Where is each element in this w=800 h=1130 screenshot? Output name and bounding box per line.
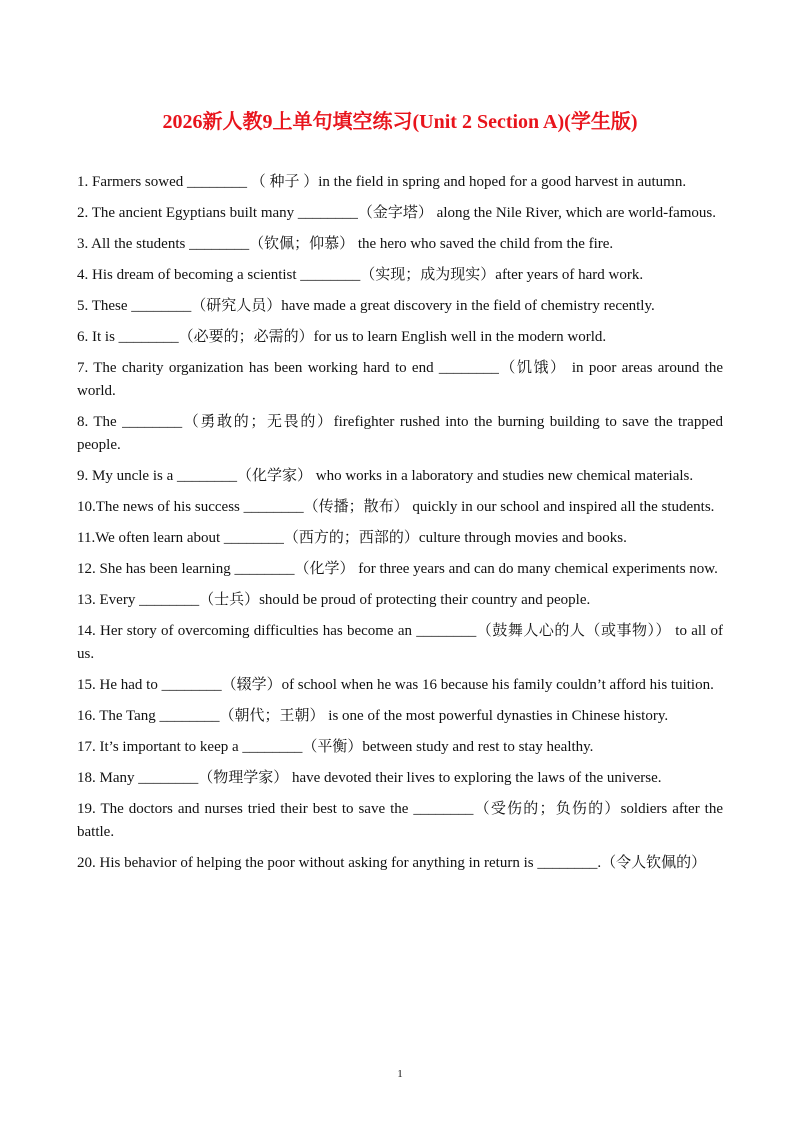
question-item: 15. He had to ________（辍学）of school when he was 16 because his family couldn’t afford his tuition.: [77, 677, 714, 693]
question-item: 8. The ________（勇敢的；无畏的）firefighter rushed into the burning building to save the trapped people.: [77, 414, 723, 453]
question-item: 17. It’s important to keep a ________（平衡）between study and rest to stay healthy.: [77, 739, 594, 755]
question-item: 11.We often learn about ________（西方的；西部的）culture through movies and books.: [77, 530, 627, 546]
question-item: 6. It is ________（必要的；必需的）for us to learn English well in the modern world.: [77, 329, 607, 345]
question-item: 20. His behavior of helping the poor without asking for anything in return is ________.（令人钦佩的）: [77, 855, 707, 871]
question-item: 12. She has been learning ________（化学） for three years and can do many chemical experiments now.: [77, 561, 718, 577]
question-item: 19. The doctors and nurses tried their best to save the ________（受伤的；负伤的）soldiers after the battle.: [77, 801, 723, 840]
question-list: [77, 171, 723, 883]
question-item: 18. Many ________（物理学家） have devoted their lives to exploring the laws of the universe.: [77, 770, 662, 786]
question-item: 4. His dream of becoming a scientist ________（实现；成为现实）after years of hard work.: [77, 267, 644, 283]
question-item: 14. Her story of overcoming difficulties has become an ________（鼓舞人心的人（或事物）） to all of us.: [77, 623, 723, 662]
page-number: 1: [397, 1068, 403, 1080]
page-title: 2026新人教9上单句填空练习(Unit 2 Section A)(学生版): [162, 111, 638, 133]
question-item: 16. The Tang ________（朝代；王朝） is one of the most powerful dynasties in Chinese history.: [77, 708, 669, 724]
question-item: 9. My uncle is a ________（化学家） who works in a laboratory and studies new chemical materials.: [77, 468, 694, 484]
question-item: 10.The news of his success ________（传播；散布） quickly in our school and inspired all the students.: [77, 499, 715, 515]
question-item: 1. Farmers sowed ________ （ 种子 ）in the field in spring and hoped for a good harvest in autumn.: [77, 174, 687, 190]
question-item: 13. Every ________（士兵）should be proud of protecting their country and people.: [77, 592, 591, 608]
question-item: 5. These ________（研究人员）have made a great discovery in the field of chemistry recently.: [77, 298, 655, 314]
question-item: 3. All the students ________（钦佩；仰慕） the hero who saved the child from the fire.: [77, 236, 614, 252]
question-item: 7. The charity organization has been working hard to end ________（饥饿） in poor areas around the world.: [77, 360, 723, 399]
question-item: 2. The ancient Egyptians built many ________（金字塔） along the Nile River, which are world-famous.: [77, 205, 716, 221]
